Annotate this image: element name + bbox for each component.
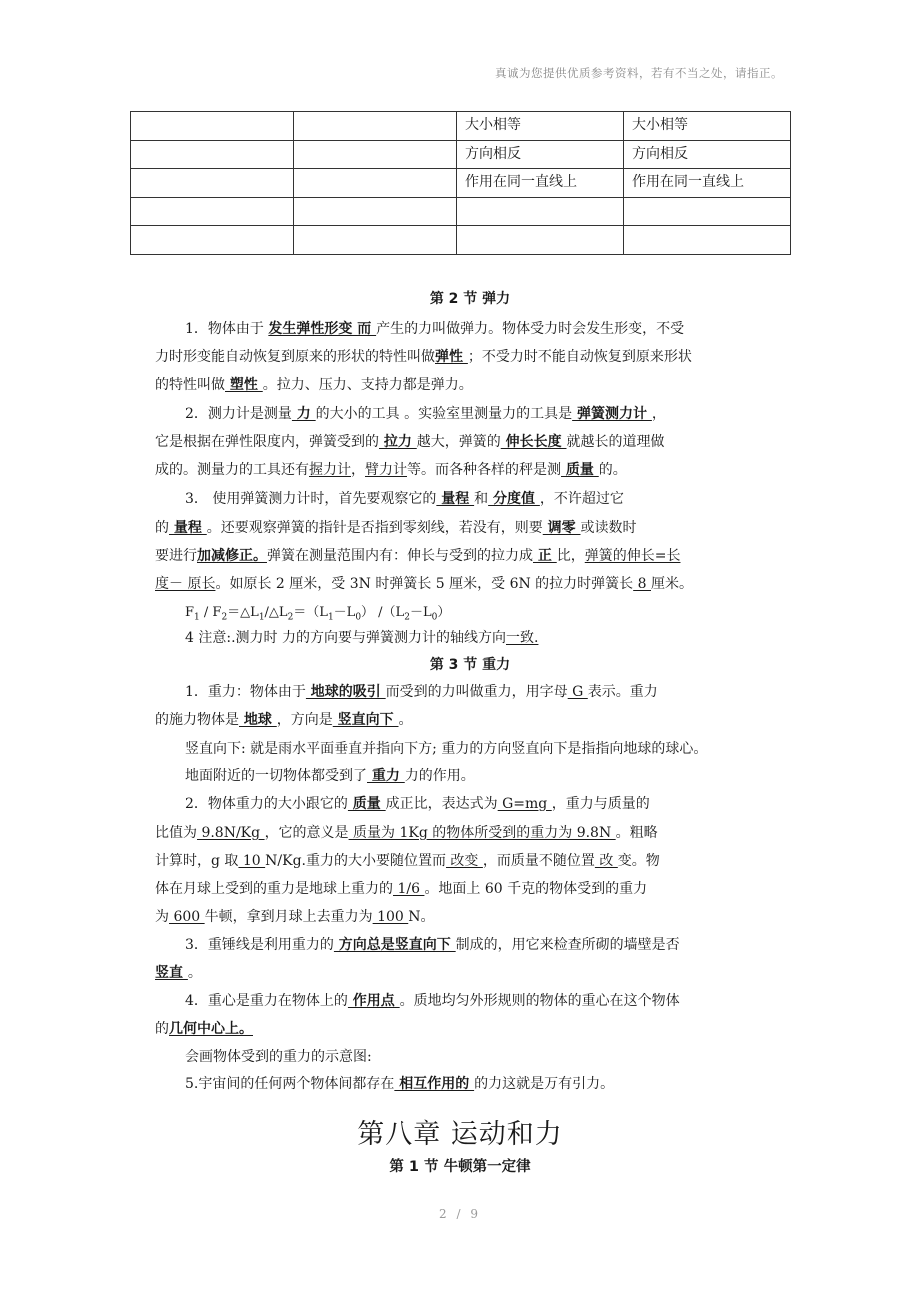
s2-p3-l4: 度－ 原长。如原长 2 厘米，受 3N 时弹簧长 5 厘米，受 6N 的拉力时弹簧长 8 厘米。 [155,576,693,592]
s2-p2-l3: 成的。测量力的工具还有握力计，臂力计等。而各种各样的秤是测 质量 的。 [155,462,627,478]
table-cell [294,112,457,141]
table-cell [131,140,294,169]
table-cell [294,197,457,226]
table-cell: 大小相等 [624,112,791,141]
table-cell [457,197,624,226]
s2-p3-l2: 的 量程 。还要观察弹簧的指针是否指到零刻线，若没有，则要 调零 或读数时 [155,520,637,536]
table-cell: 方向相反 [624,140,791,169]
s2-p1-l2: 力时形变能自动恢复到原来的形状的特性叫做弹性 ；不受力时不能自动恢复到原来形状 [155,349,692,365]
table-cell [131,169,294,198]
table-cell [457,226,624,255]
s2-p3-l3: 要进行加减修正。弹簧在测量范围内有：伸长与受到的拉力成 正 比，弹簧的伸长=长 [155,548,681,564]
s2-p1-l3: 的特性叫做 塑性 。拉力、压力、支持力都是弹力。 [155,377,473,393]
table-row [131,140,791,169]
table-cell [131,197,294,226]
s3-p1-l2: 的施力物体是 地球 ，方向是 竖直向下 。 [155,712,413,728]
s3-p1-l1: 1．重力：物体由于 地球的吸引 而受到的力叫做重力，用字母 G 表示。重力 [185,684,658,700]
table-cell: 大小相等 [457,112,624,141]
s2-p2-l2: 它是根据在弹性限度内，弹簧受到的 拉力 越大，弹簧的 伸长长度 就越长的道理做 [155,434,665,450]
table-cell [131,226,294,255]
table-cell [624,226,791,255]
table-cell: 作用在同一直线上 [624,169,791,198]
table-cell [294,226,457,255]
s2-p1-l1: 1．物体由于 发生弹性形变 而 产生的力叫做弹力。物体受力时会发生形变，不受 [185,321,685,337]
s3-p3-l2: 竖直 。 [155,965,202,981]
s2-formula: $F_1$ / $F_2=\triangle L_1/\triangle L_2=(L_1-L_0)$ $/(L_2-L_0)$ [185,605,451,623]
s3-p5: 5.宇宙间的任何两个物体间都存在 相互作用的 的力这就是万有引力。 [185,1076,615,1092]
table-row [131,112,791,141]
s3-p2-l3: 计算时，g 取 10 N/Kg.重力的大小要随位置而 改变 ，而质量不随位置 改 变。物 [155,853,660,869]
chapter-section-title: 第 1 节 牛顿第一定律 [389,1159,531,1175]
table-cell: 作用在同一直线上 [457,169,624,198]
s3-p2-l2: 比值为 9.8N/Kg ，它的意义是 质量为 1Kg 的物体所受到的重力为 9.8N 。粗略 [155,825,658,841]
page-number: 2 / 9 [439,1207,481,1221]
s3-p4-l2: 的几何中心上。 [155,1021,253,1037]
s3-p2-l4: 体在月球上受到的重力是地球上重力的 1/6 。地面上 60 千克的物体受到的重力 [155,881,648,897]
s3-p2-l5: 为 600 牛顿，拿到月球上去重力为 100 N。 [155,909,435,925]
table-row [131,197,791,226]
s2-p2-l1: 2．测力计是测量 力 的大小的工具 。实验室里测量力的工具是 弹簧测力计 ， [185,406,666,422]
page-header-note: 真诚为您提供优质参考资料，若有不当之处，请指正。 [495,66,783,80]
s3-p2-l1: 2．物体重力的大小跟它的 质量 成正比，表达式为 G=mg ，重力与质量的 [185,796,650,812]
chapter-title: 第八章 运动和力 [357,1119,563,1150]
s2-p3-l1: 3． 使用弹簧测力计时，首先要观察它的 量程 和 分度值 ，不许超过它 [185,491,624,507]
s3-p3-l1: 3．重锤线是利用重力的 方向总是竖直向下 制成的，用它来检查所砌的墙壁是否 [185,937,680,953]
s2-p4: 4 注意:.测力时 力的方向要与弹簧测力计的轴线方向一致. [185,630,539,646]
table-cell: 方向相反 [457,140,624,169]
table-cell [294,140,457,169]
s3-p1-l3: 竖直向下: 就是雨水平面垂直并指向下方; 重力的方向竖直向下是指指向地球的球心。 [185,741,708,757]
table-cell [624,197,791,226]
table-cell [294,169,457,198]
s3-p4-l3: 会画物体受到的重力的示意图: [185,1049,372,1065]
force-comparison-table [130,111,791,255]
table-cell [131,112,294,141]
section-3-title: 第 3 节 重力 [429,657,511,673]
s3-p1-l4: 地面附近的一切物体都受到了 重力 力的作用。 [185,768,475,784]
section-2-title: 第 2 节 弹力 [429,291,511,307]
table-row [131,169,791,198]
table-row [131,226,791,255]
s3-p4-l1: 4．重心是重力在物体上的 作用点 。质地均匀外形规则的物体的重心在这个物体 [185,993,680,1009]
